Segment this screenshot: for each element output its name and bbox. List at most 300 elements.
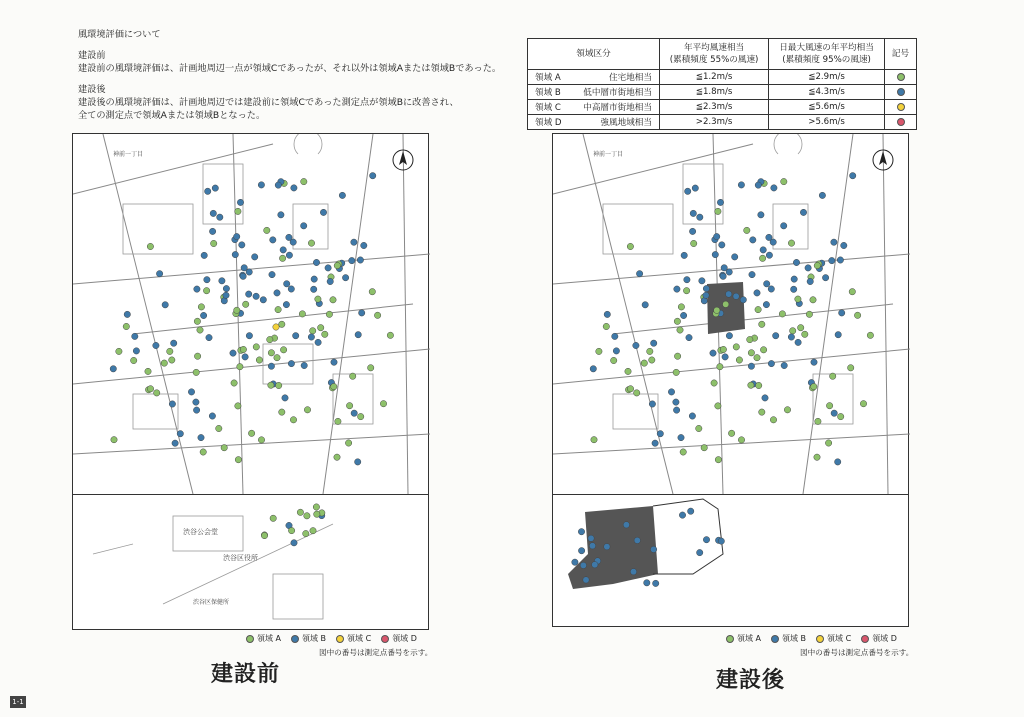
region-c-dot-icon — [816, 635, 824, 643]
measurement-point-a — [346, 403, 352, 409]
measurement-point-b — [278, 212, 284, 218]
measurement-point-b — [313, 259, 319, 265]
measurement-point-a — [784, 407, 790, 413]
measurement-point-a — [234, 307, 240, 313]
before-text: 建設前の風環境評価は、計画地周辺一点が領域Cであったが、それ以外は領域Aまたは領域Bであった。 — [78, 63, 502, 74]
measurement-point-a — [335, 418, 341, 424]
measurement-point-b — [359, 310, 365, 316]
measurement-point-a — [369, 289, 375, 295]
measurement-point-a — [288, 527, 294, 533]
measurement-point-a — [860, 401, 866, 407]
header-daily-line2: (累積頻度 95%の風速) — [782, 55, 871, 65]
measurement-point-b — [837, 257, 843, 263]
measurement-point-b — [283, 301, 289, 307]
measurement-point-a — [759, 255, 765, 261]
measurement-point-b — [714, 233, 720, 239]
measurement-point-a — [256, 357, 262, 363]
measurement-point-b — [760, 247, 766, 253]
table-row — [528, 115, 917, 130]
region-desc: 中高層市街地相当 — [583, 103, 652, 113]
measurement-point-b — [612, 333, 618, 339]
legend-label: 領域 C — [347, 634, 372, 643]
measurement-point-a — [744, 227, 750, 233]
measurement-point-a — [267, 336, 273, 342]
measurement-point-b — [613, 348, 619, 354]
measurement-point-b — [633, 342, 639, 348]
measurement-point-a — [145, 368, 151, 374]
measurement-point-b — [258, 182, 264, 188]
measurement-point-a — [198, 304, 204, 310]
daily-value: ≦2.9m/s — [769, 70, 885, 85]
measurement-point-a — [826, 403, 832, 409]
measurement-point-a — [147, 243, 153, 249]
measurement-point-b — [200, 312, 206, 318]
measurement-points-before — [110, 173, 393, 547]
measurement-point-b — [750, 237, 756, 243]
measurement-point-b — [623, 522, 629, 528]
measurement-point-b — [153, 342, 159, 348]
measurement-point-a — [814, 262, 820, 268]
legend-label: 領域 D — [872, 634, 897, 643]
measurement-point-b — [275, 182, 281, 188]
town-label: 神前一丁目 — [113, 151, 144, 158]
measurement-point-b — [124, 311, 130, 317]
measurement-point-b — [754, 290, 760, 296]
measurement-point-b — [766, 252, 772, 258]
legend-note-after: 図中の番号は測定点番号を示す。 — [800, 648, 914, 657]
measurement-point-b — [133, 348, 139, 354]
measurement-point-b — [829, 257, 835, 263]
measurement-point-a — [790, 328, 796, 334]
region-cell — [528, 70, 660, 85]
symbol-cell — [885, 115, 917, 130]
measurement-point-b — [204, 277, 210, 283]
measurement-point-b — [260, 297, 266, 303]
region-c-dot-icon — [897, 103, 905, 111]
measurement-point-a — [838, 413, 844, 419]
measurement-point-a — [304, 513, 310, 519]
measurement-point-a — [728, 430, 734, 436]
measurement-point-a — [274, 355, 280, 361]
measurement-point-b — [690, 210, 696, 216]
measurement-point-b — [286, 234, 292, 240]
measurement-point-a — [627, 243, 633, 249]
measurement-point-b — [630, 569, 636, 575]
map-before-svg — [73, 134, 430, 631]
region-a-dot-icon — [726, 635, 734, 643]
measurement-point-b — [673, 407, 679, 413]
measurement-point-a — [387, 332, 393, 338]
measurement-point-b — [325, 265, 331, 271]
region-d-dot-icon — [897, 118, 905, 126]
measurement-point-a — [123, 323, 129, 329]
measurement-point-a — [591, 437, 597, 443]
table-row — [528, 85, 917, 100]
measurement-point-b — [703, 537, 709, 543]
measurement-point-b — [768, 360, 774, 366]
measurement-point-b — [578, 548, 584, 554]
after-text-1: 建設後の風環境評価は、計画地周辺では建設前に領域Cであった測定点が領域Bに改善され、 — [78, 97, 459, 108]
region-name: 領域 B — [535, 88, 561, 98]
measurement-point-a — [268, 350, 274, 356]
symbol-cell — [885, 85, 917, 100]
measurement-point-b — [242, 354, 248, 360]
town-label: 神前一丁目 — [593, 151, 624, 158]
measurement-point-a — [194, 318, 200, 324]
annual-value: ≦2.3m/s — [660, 100, 769, 115]
measurement-point-a — [203, 288, 209, 294]
measurement-point-a — [641, 360, 647, 366]
measurement-point-a — [691, 240, 697, 246]
measurement-point-b — [162, 302, 168, 308]
measurement-point-b — [688, 508, 694, 514]
measurement-point-b — [188, 389, 194, 395]
measurement-point-a — [715, 457, 721, 463]
measurement-point-a — [867, 332, 873, 338]
measurement-point-b — [237, 199, 243, 205]
measurement-point-b — [738, 182, 744, 188]
legend-item-a — [726, 633, 761, 644]
measurement-point-b — [339, 192, 345, 198]
measurement-point-b — [768, 286, 774, 292]
measurement-point-a — [169, 357, 175, 363]
legend-item-d — [861, 633, 897, 644]
measurement-point-b — [132, 333, 138, 339]
measurement-point-b — [685, 188, 691, 194]
region-c-dot-icon — [336, 635, 344, 643]
measurement-point-b — [590, 366, 596, 372]
measurement-point-b — [268, 363, 274, 369]
measurement-point-b — [232, 251, 238, 257]
measurement-point-b — [308, 334, 314, 340]
legend-label: 領域 D — [392, 634, 417, 643]
measurement-point-a — [258, 437, 264, 443]
measurement-point-a — [673, 369, 679, 375]
measurement-point-b — [649, 401, 655, 407]
measurement-point-b — [819, 192, 825, 198]
measurement-point-b — [206, 334, 212, 340]
measurement-point-a — [625, 368, 631, 374]
measurement-point-a — [154, 390, 160, 396]
measurement-point-a — [611, 357, 617, 363]
measurement-point-b — [110, 366, 116, 372]
measurement-point-b — [800, 209, 806, 215]
region-desc: 強風地域相当 — [600, 118, 652, 128]
measurement-point-b — [588, 535, 594, 541]
measurement-point-a — [825, 440, 831, 446]
measurement-point-b — [740, 297, 746, 303]
measurement-point-b — [703, 285, 709, 291]
measurement-point-b — [193, 407, 199, 413]
measurement-point-b — [210, 210, 216, 216]
measurement-point-a — [297, 509, 303, 515]
map-before-panel — [72, 133, 429, 630]
measurement-point-a — [627, 386, 633, 392]
measurement-point-b — [732, 254, 738, 260]
measurement-point-a — [788, 240, 794, 246]
measurement-point-b — [791, 286, 797, 292]
map-after-panel — [552, 133, 909, 627]
measurement-point-b — [733, 293, 739, 299]
measurement-point-b — [198, 434, 204, 440]
measurement-point-b — [766, 234, 772, 240]
measurement-point-a — [756, 382, 762, 388]
measurement-point-a — [810, 297, 816, 303]
legend-label: 領域 B — [782, 634, 807, 643]
measurement-point-b — [657, 431, 663, 437]
measurement-point-a — [279, 409, 285, 415]
measurement-point-b — [269, 271, 275, 277]
region-d-dot-icon — [381, 635, 389, 643]
measurement-point-b — [578, 529, 584, 535]
measurement-point-a — [264, 227, 270, 233]
measurement-point-a — [715, 208, 721, 214]
measurement-point-a — [781, 178, 787, 184]
measurement-point-a — [111, 437, 117, 443]
measurement-point-a — [279, 255, 285, 261]
measurement-point-b — [712, 251, 718, 257]
measurement-point-a — [748, 350, 754, 356]
measurement-point-a — [301, 178, 307, 184]
measurement-point-b — [592, 562, 598, 568]
daily-value: >5.6m/s — [769, 115, 885, 130]
measurement-point-a — [674, 353, 680, 359]
measurement-point-b — [223, 292, 229, 298]
measurement-point-a — [304, 407, 310, 413]
measurement-point-a — [237, 364, 243, 370]
measurement-point-a — [754, 355, 760, 361]
measurement-point-a — [748, 382, 754, 388]
measurement-point-a — [345, 440, 351, 446]
measurement-point-a — [603, 323, 609, 329]
measurement-point-b — [773, 333, 779, 339]
measurement-point-a — [308, 240, 314, 246]
measurement-point-a — [802, 331, 808, 337]
measurement-point-b — [795, 339, 801, 345]
measurement-point-a — [715, 403, 721, 409]
measurement-point-b — [246, 291, 252, 297]
measurement-point-a — [334, 262, 340, 268]
measurement-point-a — [849, 289, 855, 295]
measurement-point-b — [239, 242, 245, 248]
map-divider — [73, 494, 428, 495]
measurement-point-a — [318, 325, 324, 331]
measurement-point-b — [807, 278, 813, 284]
measurement-point-b — [355, 459, 361, 465]
measurement-point-b — [315, 339, 321, 345]
measurement-point-b — [791, 276, 797, 282]
region-cell — [528, 100, 660, 115]
measurement-point-a — [677, 327, 683, 333]
measurement-point-b — [212, 185, 218, 191]
measurement-point-a — [759, 409, 765, 415]
measurement-point-a — [315, 296, 321, 302]
measurement-point-b — [718, 538, 724, 544]
measurement-point-b — [642, 302, 648, 308]
measurement-point-a — [374, 312, 380, 318]
measurement-point-a — [747, 336, 753, 342]
measurement-point-a — [313, 504, 319, 510]
hall-label: 渋谷公会堂 — [183, 528, 218, 536]
measurement-point-b — [717, 199, 723, 205]
region-b-dot-icon — [771, 635, 779, 643]
measurement-point-a — [674, 318, 680, 324]
symbol-cell — [885, 100, 917, 115]
measurement-point-b — [311, 286, 317, 292]
measurement-point-a — [334, 454, 340, 460]
measurement-point-b — [589, 543, 595, 549]
measurement-point-b — [604, 311, 610, 317]
measurement-point-a — [299, 311, 305, 317]
measurement-point-a — [197, 327, 203, 333]
region-a-dot-icon — [897, 73, 905, 81]
measurement-point-a — [701, 445, 707, 451]
measurement-point-a — [279, 321, 285, 327]
measurement-point-b — [217, 214, 223, 220]
measurement-point-a — [848, 365, 854, 371]
map-divider — [553, 494, 908, 495]
measurement-point-b — [370, 173, 376, 179]
legend-before — [246, 633, 417, 644]
header-daily-line1: 日最大風速の年平均相当 — [779, 43, 874, 53]
measurement-point-b — [679, 512, 685, 518]
page-number: 1-1 — [10, 696, 26, 708]
header-daily — [769, 39, 885, 70]
measurement-point-b — [230, 350, 236, 356]
legend-note-before: 図中の番号は測定点番号を示す。 — [319, 648, 433, 657]
measurement-point-b — [201, 252, 207, 258]
measurement-point-b — [156, 271, 162, 277]
measurement-point-b — [351, 410, 357, 416]
measurement-point-b — [320, 209, 326, 215]
measurement-point-b — [572, 559, 578, 565]
measurement-point-b — [331, 359, 337, 365]
measurement-point-b — [689, 413, 695, 419]
annual-value: ≦1.8m/s — [660, 85, 769, 100]
measurement-point-a — [779, 311, 785, 317]
measurement-point-b — [748, 363, 754, 369]
measurement-point-a — [268, 382, 274, 388]
measurement-point-a — [798, 325, 804, 331]
measurement-point-a — [280, 347, 286, 353]
measurement-point-b — [703, 292, 709, 298]
annual-value: ≦1.2m/s — [660, 70, 769, 85]
measurement-point-a — [131, 357, 137, 363]
legend-item-a — [246, 633, 281, 644]
measurement-point-b — [762, 395, 768, 401]
measurement-point-b — [805, 265, 811, 271]
measurement-point-b — [771, 185, 777, 191]
measurement-point-a — [161, 360, 167, 366]
measurement-point-a — [193, 369, 199, 375]
legend-label: 領域 C — [827, 634, 852, 643]
measurement-point-a — [253, 344, 259, 350]
caption-before: 建設前 — [211, 662, 281, 687]
measurement-point-b — [781, 223, 787, 229]
measurement-point-a — [714, 307, 720, 313]
measurement-point-b — [684, 277, 690, 283]
measurement-point-b — [172, 440, 178, 446]
measurement-point-a — [738, 437, 744, 443]
measurement-point-b — [755, 182, 761, 188]
measurement-point-b — [357, 257, 363, 263]
measurement-point-b — [726, 269, 732, 275]
measurement-point-c — [273, 324, 279, 330]
measurement-point-b — [681, 252, 687, 258]
measurement-point-b — [811, 359, 817, 365]
measurement-point-b — [177, 431, 183, 437]
region-b-dot-icon — [291, 635, 299, 643]
legend-item-b — [291, 633, 326, 644]
measurement-point-a — [310, 528, 316, 534]
wind-region-table — [527, 38, 917, 130]
measurement-point-b — [634, 537, 640, 543]
measurement-point-b — [758, 212, 764, 218]
measurement-point-a — [147, 386, 153, 392]
measurement-point-b — [678, 434, 684, 440]
measurement-point-a — [270, 515, 276, 521]
measurement-point-b — [291, 540, 297, 546]
measurement-point-b — [301, 362, 307, 368]
measurement-point-b — [653, 580, 659, 586]
measurement-point-b — [722, 354, 728, 360]
intro-heading: 風環境評価について — [78, 29, 161, 40]
daily-value: ≦5.6m/s — [769, 100, 885, 115]
measurement-point-a — [243, 301, 249, 307]
measurement-point-a — [290, 417, 296, 423]
measurement-point-a — [310, 328, 316, 334]
measurement-point-b — [311, 276, 317, 282]
after-text-2: 全ての測定点で領域Aまたは領域Bとなった。 — [78, 110, 266, 121]
measurement-point-a — [711, 380, 717, 386]
measurement-point-b — [246, 333, 252, 339]
measurement-point-a — [303, 530, 309, 536]
measurement-point-a — [736, 357, 742, 363]
measurement-point-b — [763, 301, 769, 307]
measurement-point-b — [686, 334, 692, 340]
table-row — [528, 70, 917, 85]
region-cell — [528, 115, 660, 130]
health-center-label: 渋谷区保健所 — [193, 599, 230, 606]
legend-item-d — [381, 633, 417, 644]
measurement-point-b — [764, 281, 770, 287]
measurement-point-a — [314, 511, 320, 517]
measurement-point-b — [240, 273, 246, 279]
legend-label: 領域 B — [302, 634, 327, 643]
measurement-point-b — [293, 333, 299, 339]
measurement-point-a — [759, 321, 765, 327]
measurement-point-a — [116, 348, 122, 354]
measurement-point-b — [194, 286, 200, 292]
measurement-point-b — [674, 286, 680, 292]
measurement-point-b — [697, 214, 703, 220]
measurement-point-a — [216, 425, 222, 431]
legend-label: 領域 A — [257, 634, 282, 643]
measurement-point-b — [831, 410, 837, 416]
daily-value: ≦4.3m/s — [769, 85, 885, 100]
measurement-point-b — [835, 459, 841, 465]
new-building-footprint — [707, 282, 745, 334]
header-annual-line2: (累積頻度 55%の風速) — [669, 55, 759, 65]
measurement-point-b — [668, 389, 674, 395]
measurement-point-a — [261, 532, 267, 538]
measurement-point-a — [240, 346, 246, 352]
measurement-point-b — [253, 293, 259, 299]
measurement-point-a — [717, 364, 723, 370]
measurement-point-a — [815, 418, 821, 424]
measurement-point-b — [689, 228, 695, 234]
measurement-point-b — [644, 580, 650, 586]
